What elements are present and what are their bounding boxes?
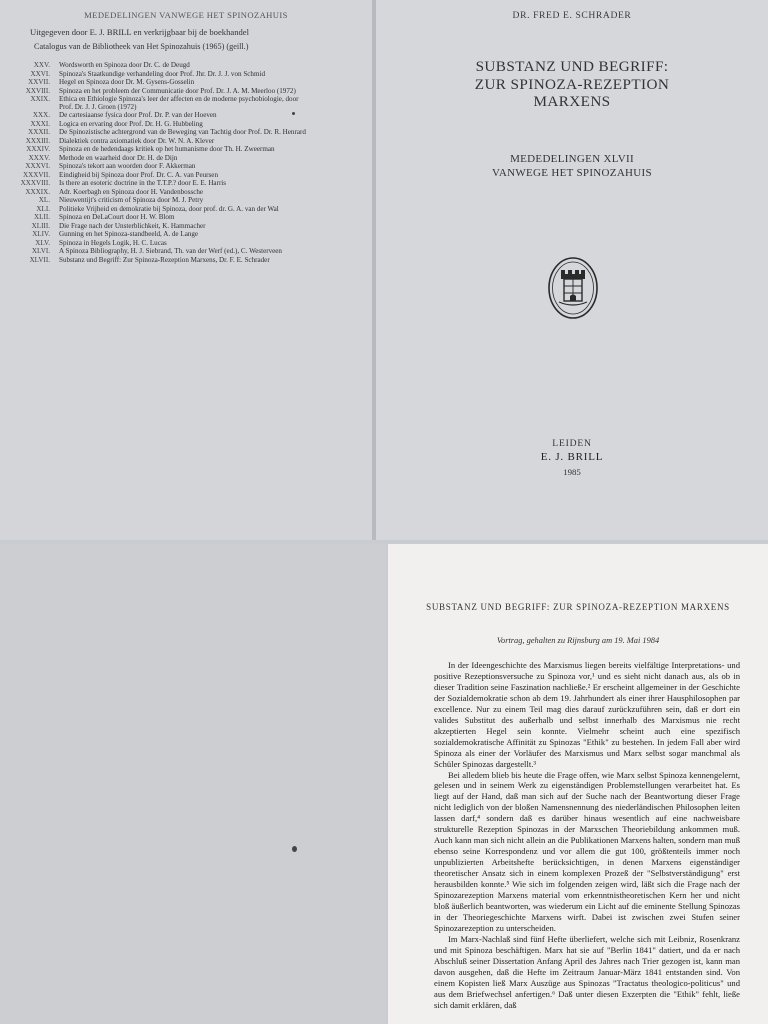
series-line: MEDEDELINGEN XLVII	[510, 153, 634, 165]
publisher-seal-icon	[547, 256, 599, 320]
series-number: XXXIX.	[25, 187, 50, 196]
series-entry	[12, 214, 312, 222]
series-number: XXV.	[33, 61, 50, 69]
article-body	[434, 660, 740, 1011]
publication-year: 1985	[563, 467, 581, 477]
series-entry	[12, 231, 312, 239]
series-header: MEDEDELINGEN VANWEGE HET SPINOZAHUIS	[84, 10, 288, 20]
blank-page	[0, 544, 386, 1024]
series-catalogue-page	[0, 0, 374, 540]
series-designation	[416, 152, 728, 180]
author-name: DR. FRED E. SCHRADER	[512, 10, 632, 21]
series-number: XLI.	[36, 204, 50, 213]
series-title: Spinoza in Hegels Logik, H. C. Lucas	[59, 238, 167, 247]
article-title: SUBSTANZ UND BEGRIFF: ZUR SPINOZA-REZEPTION MARXENS	[426, 602, 730, 612]
series-list	[12, 62, 312, 265]
title-line: MARXENS	[533, 93, 611, 110]
series-number: XLVII.	[29, 255, 50, 264]
series-number: XXXII.	[28, 128, 50, 137]
series-title: De Spinozistische achtergrond van de Beweging van Tachtig door Prof. Dr. R. Henrard	[59, 128, 306, 137]
title-line: SUBSTANZ UND BEGRIFF:	[475, 58, 669, 75]
series-title: Nieuwentijt's criticism of Spinoza door M. J. Petry	[59, 196, 204, 205]
series-title: Adr. Koerbagh en Spinoza door H. Vandenbossche	[59, 187, 204, 196]
publisher-line: Uitgegeven door E. J. BRILL en verkrijgbaar bij de boekhandel	[30, 27, 249, 37]
series-title: Eindigheid bij Spinoza door Prof. Dr. C. A. van Peursen	[59, 170, 219, 179]
article-subtitle: Vortrag, gehalten zu Rijnsburg am 19. Mai 1984	[496, 636, 660, 645]
publication-city: LEIDEN	[552, 438, 592, 449]
series-number: XXXIII.	[25, 136, 50, 145]
series-title: Gunning en het Spinoza-standbeeld, A. de Lange	[59, 230, 199, 239]
series-entry	[12, 96, 312, 111]
series-title: De cartesiaanse fysica door Prof. Dr. P. van der Hoeven	[59, 111, 217, 120]
series-number: XXXIV.	[26, 145, 50, 154]
series-title: Die Frage nach der Unsterblichkeit, K. Hammacher	[59, 221, 206, 230]
article-paragraph: Im Marx-Nachlaß sind fünf Hefte überliefert, welche sich mit Leibniz, Rosenkranz und mit Spinoza beschäftigen. Marx hat sie auf "Berlin 1841" datiert, und da er nach Abschluß seiner Dissertation Anfang April des Jahres nach Trier gezogen ist, kann man davon ausgehen, daß die Hefte im Zeitraum Januar-März 1841 entstanden sind. Von einem Kopisten ließ Marx Auszüge aus Spinozas "Tractatus theologico-politicus" und aus dem Briefwechsel anfertigen.⁶ Daß unter diesen Exzerpten die "Ethik" fehlt, ließe sich damit erklären, daß	[434, 933, 740, 1010]
article-paragraph: In der Ideengeschichte des Marxismus liegen bereits vielfältige Interpretations- und positive Rezeptionsversuche zu Spinoza vor,¹ und es sieht nicht danach aus, als ob in dieser Tradition seine Faszination nachließe.² Er erscheint allgemeiner in der Geschichte der Sozialdemokratie schon ab dem 19. Jahrhundert als einer ihrer Hausphilosophen par excellence. Nur zu einem Teil mag dies darauf zurückzuführen sein, daß er dort ein valides Substitut des außerhalb und selbst innerhalb des Marxismus nie recht akzeptierten Hegel sein konnte. Vielmehr scheint auch eine spezifisch sozialdemokratische Affinität zu Spinozas "Ethik" zu bestehen. In jedem Fall aber wird Spinoza als einer der Vorläufer des Marxismus und Marx selbst sogar manchmal als Schüler Spinozas dargestellt.³	[434, 660, 740, 769]
series-number: XXXVII.	[23, 170, 50, 179]
series-title: Hegel en Spinoza door Dr. M. Gysens-Gosselin	[59, 78, 195, 86]
series-title: Dialektiek contra axiomatiek door Dr. W. N. A. Klever	[59, 136, 215, 145]
book-title	[416, 58, 728, 111]
series-number: XXXVIII.	[20, 179, 50, 188]
series-number: XLII.	[34, 213, 50, 222]
series-entry	[12, 112, 312, 120]
series-line: VANWEGE HET SPINOZAHUIS	[492, 167, 652, 179]
series-entry	[12, 129, 312, 137]
title-line: ZUR SPINOZA-REZEPTION	[474, 75, 670, 93]
article-page	[388, 544, 768, 1024]
series-number: XXXI.	[30, 119, 50, 128]
series-title: Logica en ervaring door Prof. Dr. H. G. Hubbeling	[59, 119, 203, 128]
series-number: XXVIII.	[25, 86, 50, 95]
series-entry	[12, 79, 312, 87]
catalogue-line: Catalogus van de Bibliotheek van Het Spinozahuis (1965) (geill.)	[34, 42, 249, 51]
series-title: Substanz und Begriff: Zur Spinoza-Rezeption Marxens, Dr. F. E. Schrader	[59, 255, 270, 264]
series-number: XXXVI.	[25, 162, 50, 171]
series-title: Methode en waarheid door Dr. H. de Dijn	[59, 153, 178, 162]
title-page	[376, 0, 768, 540]
series-entry	[12, 248, 312, 256]
series-entry	[12, 146, 312, 154]
ink-mark	[292, 112, 295, 115]
series-number: XXIX.	[30, 95, 50, 103]
series-number: XLIV.	[32, 230, 50, 239]
series-entry	[12, 257, 312, 265]
series-entry	[12, 62, 312, 70]
series-number: XLIII.	[31, 221, 50, 230]
series-entry	[12, 180, 312, 188]
series-title: Politieke Vrijheid en demokratie bij Spinoza, door prof. dr. G. A. van der Wal	[59, 204, 279, 213]
series-entry	[12, 197, 312, 205]
series-title: Spinoza en DeLaCourt door H. W. Blom	[59, 213, 175, 222]
series-number: XXVI.	[30, 69, 50, 78]
series-number: XLVI.	[31, 247, 50, 256]
series-title: A Spinoza Bibliography, H. J. Siebrand, Th. van der Werf (ed.), C. Westerveen	[59, 247, 282, 256]
series-number: XXVII.	[28, 78, 50, 86]
article-paragraph: Bei alledem blieb bis heute die Frage offen, wie Marx selbst Spinoza kennengelernt, gelesen und in seinem Werk zu eigenständigen Problemstellungen verarbeitet hat. Es liegt auf der Hand, daß man sich auf der Suche nach der Beantwortung dieser Frage nicht lediglich von der bloßen Namensnennung des niederländischen Philosophen leiten lassen darf,⁴ sondern daß es darüber hinaus wesentlich auf eine nachweisbare strukturelle Rezeption Spinozas in der Marxschen Theoriebildung ankommen muß. Auch kann man sich nicht allein an die Publikationen Marxens halten, sondern man muß ebenso seine Korrespondenz und vor allem die gut 100, größtenteils immer noch unpublizierten Arbeitshefte berücksichtigen, in denen Marxens eigenständiger theoretischer Ansatz sich in einem komplexen Prozeß der "Selbstverständigung" erst herausbilden konnte.⁵ Wie sich im folgenden zeigen wird, läßt sich die Frage nach der Spinozarezeption Marxens material vom erkenntnistheoretischen Kern her und nicht bloß äußerlich beantworten, was wiederum ein Licht auf die eminente Stellung Spinozas in der Theoriegeschichte Marxens wirft. Dabei ist zwischen zwei Stufen seiner Spinozarezeption zu unterscheiden.	[434, 769, 740, 933]
series-title: Ethica en Ethiologie Spinoza's leer der affecten en de moderne psychobiologie, door Prof. Dr. J. J. Groen (1972)	[59, 95, 299, 111]
series-title: Is there an esoteric doctrine in the T.T.P.? door E. E. Harris	[59, 179, 227, 188]
series-title: Spinoza's tekort aan woorden door F. Akkerman	[59, 162, 196, 171]
series-title: Spinoza en het probleem der Communicatie door Prof. Dr. J. A. M. Meerloo (1972)	[59, 86, 296, 95]
ink-speck	[292, 846, 297, 852]
series-number: XL.	[38, 196, 50, 205]
series-number: XLV.	[35, 238, 50, 247]
series-number: XXX.	[32, 111, 50, 120]
series-entry	[12, 163, 312, 171]
publisher-name: E. J. BRILL	[540, 451, 604, 463]
series-title: Spinoza's Staatkundige verhandeling door Prof. Jhr. Dr. J. J. von Schmid	[59, 69, 265, 78]
series-number: XXXV.	[28, 153, 50, 162]
series-title: Spinoza en de hedendaags kritiek op het humanisme door Th. H. Zweerman	[59, 145, 275, 154]
series-title: Wordsworth en Spinoza door Dr. C. de Deugd	[59, 61, 190, 69]
